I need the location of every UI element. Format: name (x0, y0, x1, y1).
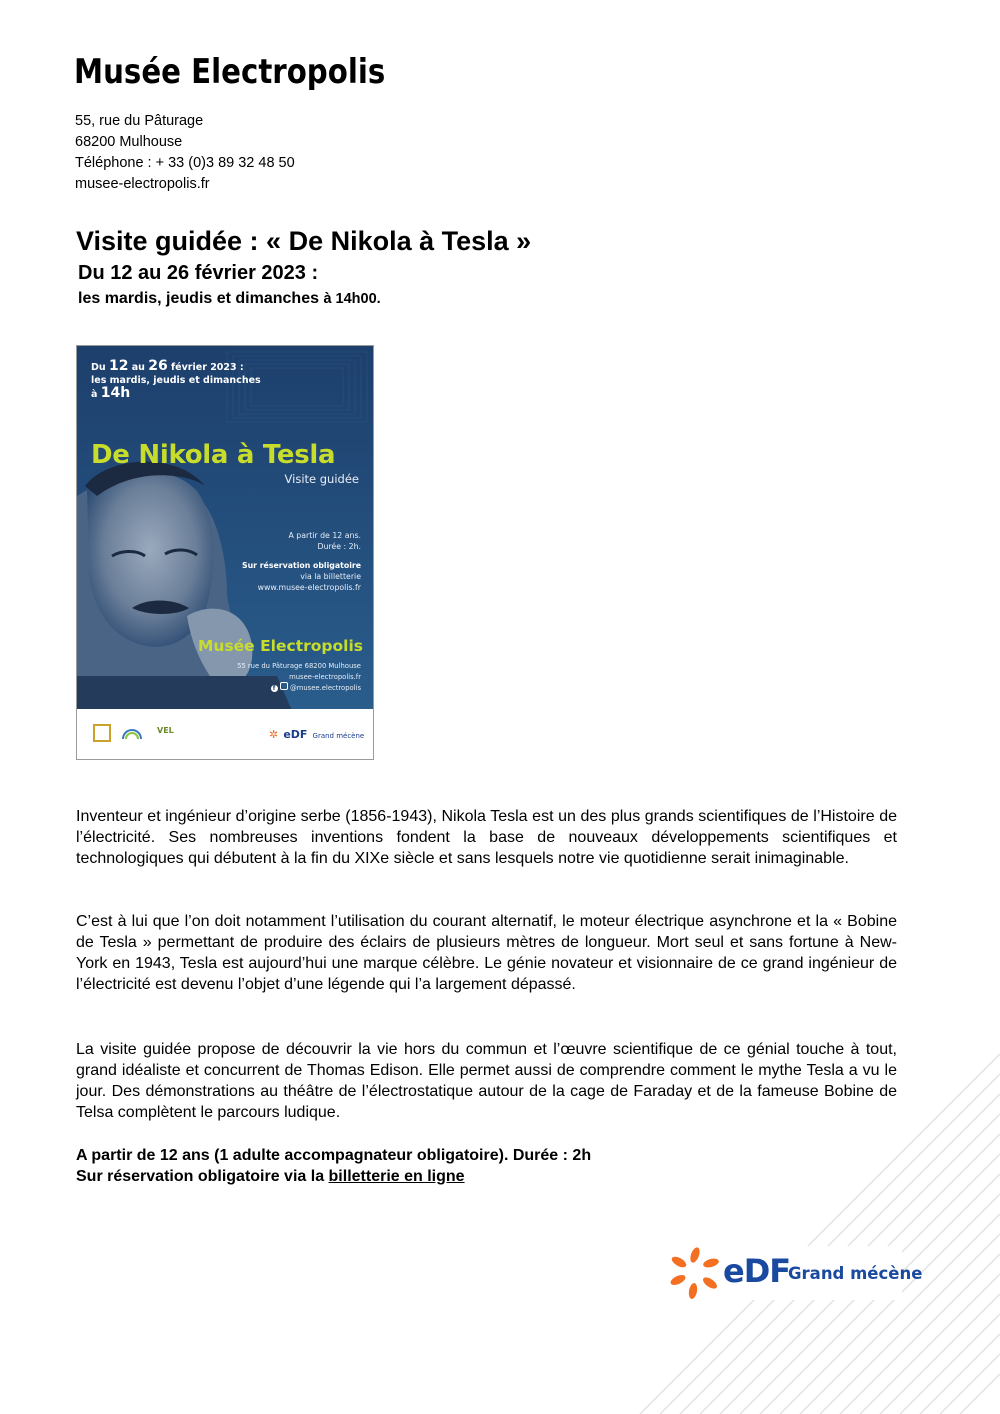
museum-address-block (75, 111, 295, 195)
reservation-line (76, 1166, 591, 1187)
address-phone: Téléphone : + 33 (0)3 89 32 48 50 (75, 155, 295, 171)
poster-dates-line (91, 360, 261, 374)
poster-dates-mid: au (128, 362, 149, 373)
event-days-text: les mardis, jeudis et dimanches (78, 290, 319, 307)
poster-edf-logo (269, 723, 364, 742)
edf-wordmark: eDF (723, 1252, 791, 1290)
edf-sponsor-logo (668, 1246, 923, 1300)
poster-social-line (237, 682, 361, 694)
ticketing-link[interactable]: billetterie en ligne (328, 1168, 465, 1185)
visit-info-line: A partir de 12 ans (1 adulte accompagnateur obligatoire). Durée : 2h (76, 1147, 592, 1164)
edf-flame-icon (668, 1246, 722, 1300)
poster-age: A partir de 12 ans. (288, 531, 361, 540)
event-title: Visite guidée : « De Nikola à Tesla » (76, 226, 532, 256)
poster-dates-suffix: février 2023 : (167, 362, 244, 373)
poster-grand-mecene: Grand mécène (312, 732, 365, 740)
poster-address: 55 rue du Pâturage 68200 Mulhouse (237, 662, 361, 670)
paragraph-achievements: C’est à lui que l’on doit notamment l’utilisation du courant alternatif, le moteur électrique asynchrone et la « Bobine de Tesla » permettant de produire des éclairs de plusieurs mètres de longueur. Mort seul et sans fortune à New-York en 1943, Tesla est aujourd’hui une marque célèbre. Le génie novateur et visionnaire de ce grand ingénieur de l’électricité est devenu l’objet d’une légende qui l’a largement dépassé. (76, 913, 897, 993)
poster-reservation: Sur réservation obligatoire (241, 561, 361, 570)
event-days (78, 290, 381, 308)
poster-title: De Nikola à Tesla (91, 440, 336, 470)
poster-time-prefix: à (91, 389, 101, 400)
grand-mecene-label: Grand mécène (788, 1264, 923, 1283)
address-website: musee-electropolis.fr (75, 176, 210, 192)
poster-edf-text: eDF (283, 728, 308, 741)
poster-info (242, 530, 361, 593)
poster-address-block (237, 661, 361, 694)
instagram-icon (280, 682, 288, 690)
poster-social: @musee.electropolis (289, 684, 361, 692)
poster-duration: Durée : 2h. (317, 542, 361, 551)
poster-museum-name: Musée Electropolis (197, 637, 363, 655)
paragraph-visit: La visite guidée propose de découvrir la vie hors du commun et l’œuvre scientifique de ce génial touche à tout, grand idéaliste et concurrent de Thomas Edison. Elle permet aussi de comprendre comment le mythe Tesla a vu le jour. Des démonstrations au théâtre de l’électrostatique autour de la cage de Faraday et de la fameuse Bobine de Telsa complètent le parcours ludique. (76, 1041, 897, 1121)
poster-via: via la billetterie (300, 572, 361, 581)
partner-logo-2 (121, 723, 143, 743)
paragraph-intro: Inventeur et ingénieur d’origine serbe (1856-1943), Nikola Tesla est un des plus grands scientifiques de l’Histoire de l’électricité. Ses nombreuses inventions fondent la base de nouveaux développements scientifiques et technologiques qui débutent à la fin du XIXe siècle et sans lesquels notre vie quotidienne serait inimaginable. (76, 808, 897, 867)
poster-time: 14h (100, 385, 131, 401)
partner-logo-vel: VEL (157, 726, 174, 735)
poster-site: musee-electropolis.fr (289, 672, 361, 681)
poster-days: les mardis, jeudis et dimanches (91, 375, 261, 386)
event-poster (76, 345, 374, 760)
poster-dates (91, 360, 261, 401)
poster-footer-logos (77, 709, 373, 759)
event-dates: Du 12 au 26 février 2023 : (78, 262, 319, 284)
poster-website: www.musee-electropolis.fr (257, 583, 361, 592)
poster-subtitle: Visite guidée (284, 472, 359, 486)
poster-time-line (91, 387, 261, 401)
poster-dates-prefix: Du (91, 362, 109, 373)
visit-info-block (76, 1145, 591, 1187)
address-street: 55, rue du Pâturage (75, 113, 204, 129)
event-time: à 14h00. (323, 291, 381, 307)
museum-name-heading: Musée Electropolis (74, 52, 386, 92)
poster-dates-d1: 12 (108, 358, 129, 374)
poster-dates-d2: 26 (148, 358, 168, 374)
reservation-prefix: Sur réservation obligatoire via la (76, 1168, 329, 1185)
facebook-icon: f (271, 685, 278, 692)
partner-logo-1 (93, 724, 111, 742)
address-city: 68200 Mulhouse (75, 134, 183, 150)
edf-flame-icon: ✲ (269, 728, 279, 741)
